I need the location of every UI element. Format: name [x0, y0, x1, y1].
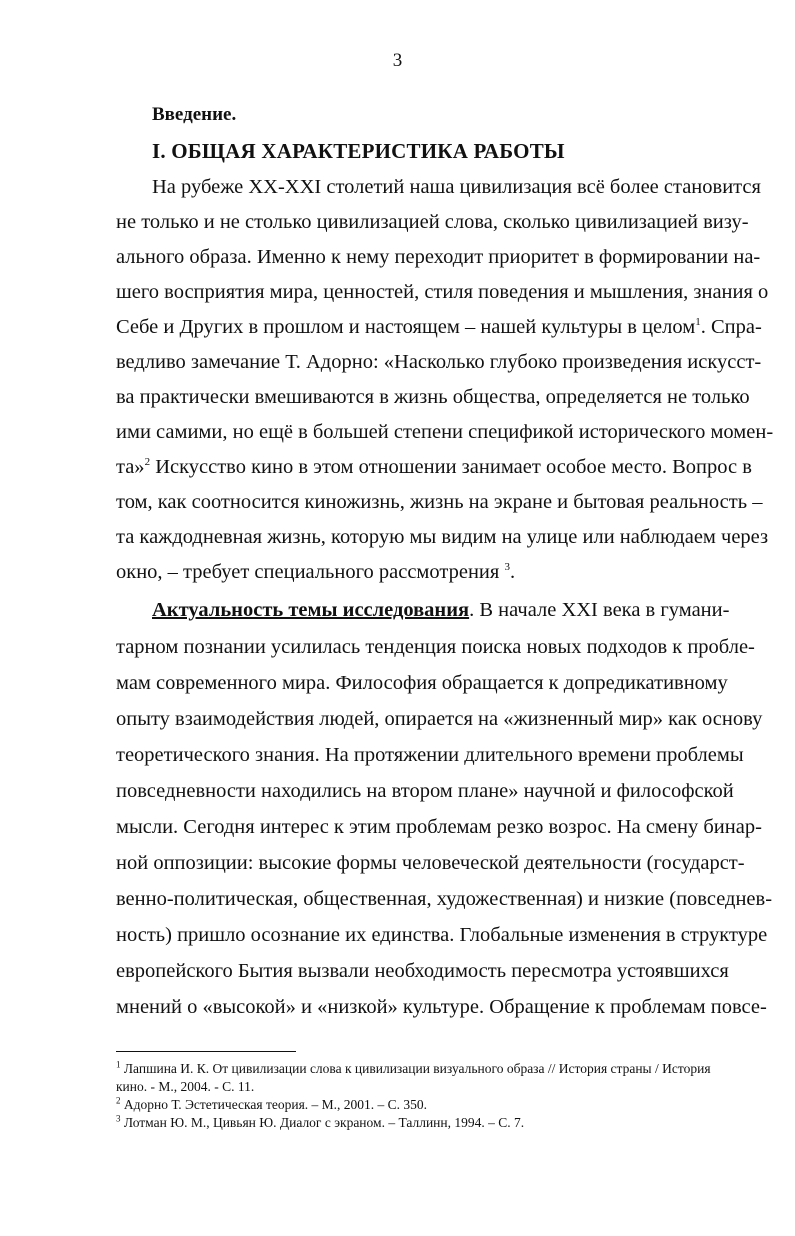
footnote-1-continued: кино. - М., 2004. - С. 11.: [116, 1079, 255, 1094]
footnote-text: Адорно Т. Эстетическая теория. – М., 2001. – С. 350.: [120, 1097, 428, 1112]
footnote-number: 1: [116, 1059, 121, 1070]
footnote-ref-3: 3: [504, 561, 510, 574]
paragraph2-line: теоретического знания. На протяжении длительного времени проблемы: [116, 744, 744, 766]
footnote-2: [116, 1096, 726, 1113]
intro-heading: Введение.: [152, 104, 237, 125]
line-text: Искусство кино в этом отношении занимает особое место. Вопрос в: [150, 456, 752, 478]
paragraph1-line: [116, 455, 752, 479]
footnote-text: Лотман Ю. М., Цивьян Ю. Диалог с экраном. – Таллинн, 1994. – С. 7.: [120, 1115, 525, 1130]
section-heading: I. ОБЩАЯ ХАРАКТЕРИСТИКА РАБОТЫ: [152, 139, 565, 163]
paragraph2-line: венно-политическая, общественная, художественная) и низкие (повседнев-: [116, 888, 773, 910]
paragraph2-line: опыту взаимодействия людей, опирается на «жизненный мир» как основу: [116, 708, 763, 730]
footnote-number: 2: [116, 1095, 121, 1106]
footnote-number: 3: [116, 1113, 121, 1124]
paragraph1-line: том, как соотносится киножизнь, жизнь на экране и бытовая реальность –: [116, 491, 763, 513]
paragraph1-line: ведливо замечание Т. Адорно: «Насколько глубоко произведения искусст-: [116, 351, 762, 373]
paragraph1-line: не только и не столько цивилизацией слова, сколько цивилизацией визу-: [116, 211, 749, 233]
paragraph1-line: ального образа. Именно к нему переходит приоритет в формировании на-: [116, 246, 761, 268]
paragraph2-line: тарном познании усилилась тенденция поиска новых подходов к пробле-: [116, 636, 755, 658]
paragraph2-line: мысли. Сегодня интерес к этим проблемам резко возрос. На смену бинар-: [116, 816, 762, 838]
paragraph1-line: та каждодневная жизнь, которую мы видим на улице или наблюдаем через: [116, 526, 769, 548]
line-text: окно, – требует специального рассмотрения: [116, 561, 505, 583]
line-text: Себе и Других в прошлом и настоящем – нашей культуры в целом: [116, 316, 696, 338]
footnote-ref-1: 1: [695, 316, 701, 329]
paragraph1-line: ими самими, но ещё в большей степени спецификой исторического момен-: [116, 421, 774, 443]
line-text: . Спра-: [700, 316, 762, 338]
paragraph2-line: [152, 598, 730, 622]
footnote-1: [116, 1060, 726, 1077]
paragraph2-line: ность) пришло осознание их единства. Глобальные изменения в структуре: [116, 924, 768, 946]
paragraph1-line: ва практически вмешиваются в жизнь общества, определяется не только: [116, 386, 750, 408]
paragraph1-line: [116, 315, 762, 339]
line-text: та»: [116, 456, 145, 478]
footnote-3: [116, 1114, 726, 1131]
paragraph1-line: [116, 560, 726, 584]
paragraph1-line: На рубеже XX-XXI столетий наша цивилизация всё более становится: [152, 176, 761, 198]
paragraph2-line: повседневности находились на втором плане» научной и философской: [116, 780, 734, 802]
page-number: 3: [392, 50, 403, 71]
paragraph2-line: мам современного мира. Философия обращается к допредикативному: [116, 672, 728, 694]
line-text: . В начале XXI века в гумани-: [469, 599, 730, 621]
paragraph2-line: мнений о «высокой» и «низкой» культуре. Обращение к проблемам повсе-: [116, 996, 767, 1018]
paragraph2-line: ной оппозиции: высокие формы человеческой деятельности (государст-: [116, 852, 745, 874]
footnote-divider: [116, 1051, 296, 1052]
footnote-text: Лапшина И. К. От цивилизации слова к цивилизации визуального образа // История страны / История: [120, 1061, 711, 1076]
relevance-title: Актуальность темы исследования: [152, 599, 470, 621]
footnote-ref-2: 2: [144, 456, 151, 469]
line-text: .: [509, 561, 516, 583]
paragraph2-line: европейского Бытия вызвали необходимость пересмотра устоявшихся: [116, 960, 729, 982]
paragraph1-line: шего восприятия мира, ценностей, стиля поведения и мышления, знания о: [116, 281, 769, 303]
